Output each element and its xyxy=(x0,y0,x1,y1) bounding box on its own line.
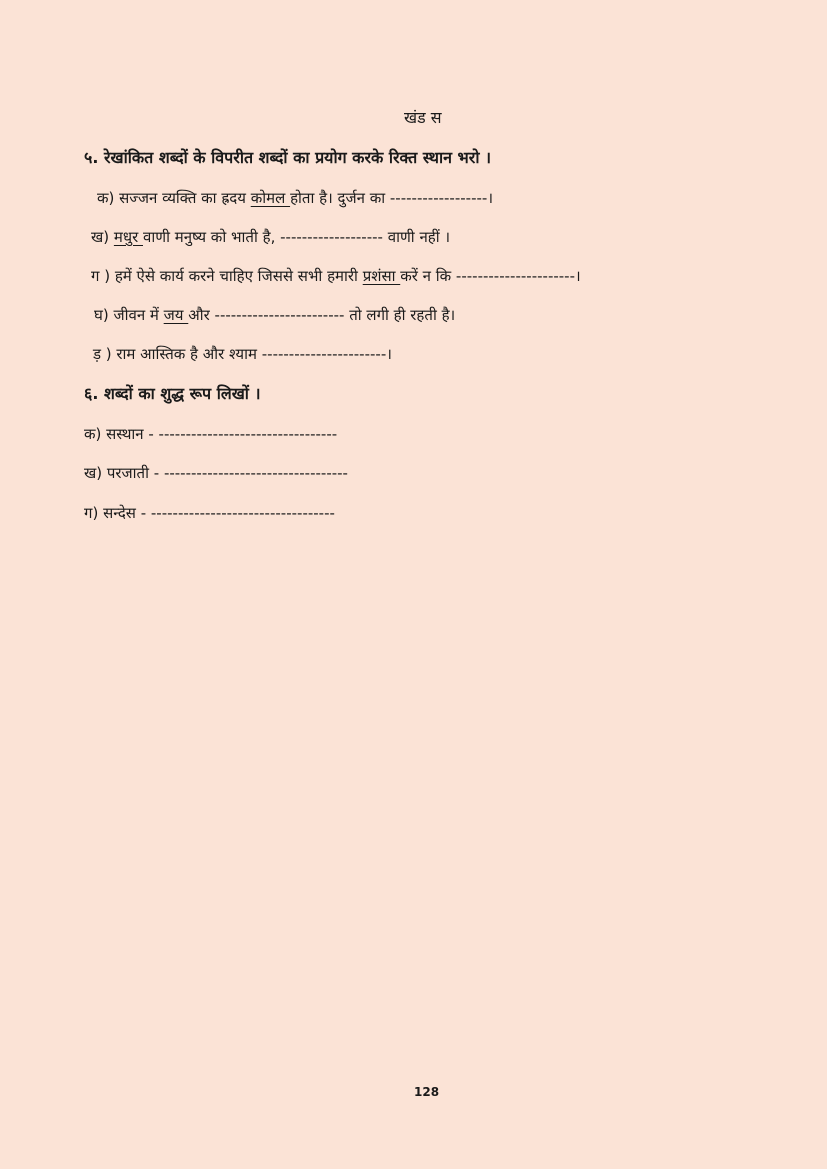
q5-item-text: घ) जीवन में xyxy=(94,306,164,324)
q6-heading: ६. शब्दों का शुद्ध रूप लिखों । xyxy=(84,384,261,403)
q5-item-kha xyxy=(91,227,450,247)
underlined-word: जय xyxy=(163,306,189,324)
section-title: खंड स xyxy=(404,108,442,127)
q5-item-text: होता है। दुर्जन का ------------------। xyxy=(290,189,494,207)
q5-item-text: करें न कि ----------------------। xyxy=(400,267,581,285)
q6-item-kha: ख) परजाती - ---------------------------------- xyxy=(84,464,348,482)
page-number: 128 xyxy=(414,1085,440,1099)
q5-item-ga xyxy=(91,266,581,286)
q5-item-ka xyxy=(97,188,493,208)
underlined-word: कोमल xyxy=(250,189,291,207)
q5-item-text: क) सज्जन व्यक्ति का ह्रदय xyxy=(97,189,251,207)
q5-item-text: वाणी मनुष्य को भाती है, ------------------- वाणी नहीं । xyxy=(143,228,451,246)
q6-item-ga: ग) सन्देस - ---------------------------------- xyxy=(84,504,335,522)
q6-item-ka: क) सस्थान - --------------------------------- xyxy=(84,425,338,443)
q5-item-text: और ------------------------ तो लगी ही रहती है। xyxy=(188,306,456,324)
q5-item-text: ड़ ) राम आस्तिक है और श्याम -----------------------। xyxy=(93,345,392,363)
q5-item-da xyxy=(93,344,392,364)
q5-item-text: ख) xyxy=(91,228,114,246)
q5-item-gha xyxy=(94,305,455,325)
q5-heading: ५. रेखांकित शब्दों के विपरीत शब्दों का प्रयोग करके रिक्त स्थान भरो । xyxy=(84,148,492,167)
underlined-word: मधुर xyxy=(113,228,143,246)
underlined-word: प्रशंसा xyxy=(362,267,401,285)
q5-item-text: ग ) हमें ऐसे कार्य करने चाहिए जिससे सभी हमारी xyxy=(91,267,363,285)
